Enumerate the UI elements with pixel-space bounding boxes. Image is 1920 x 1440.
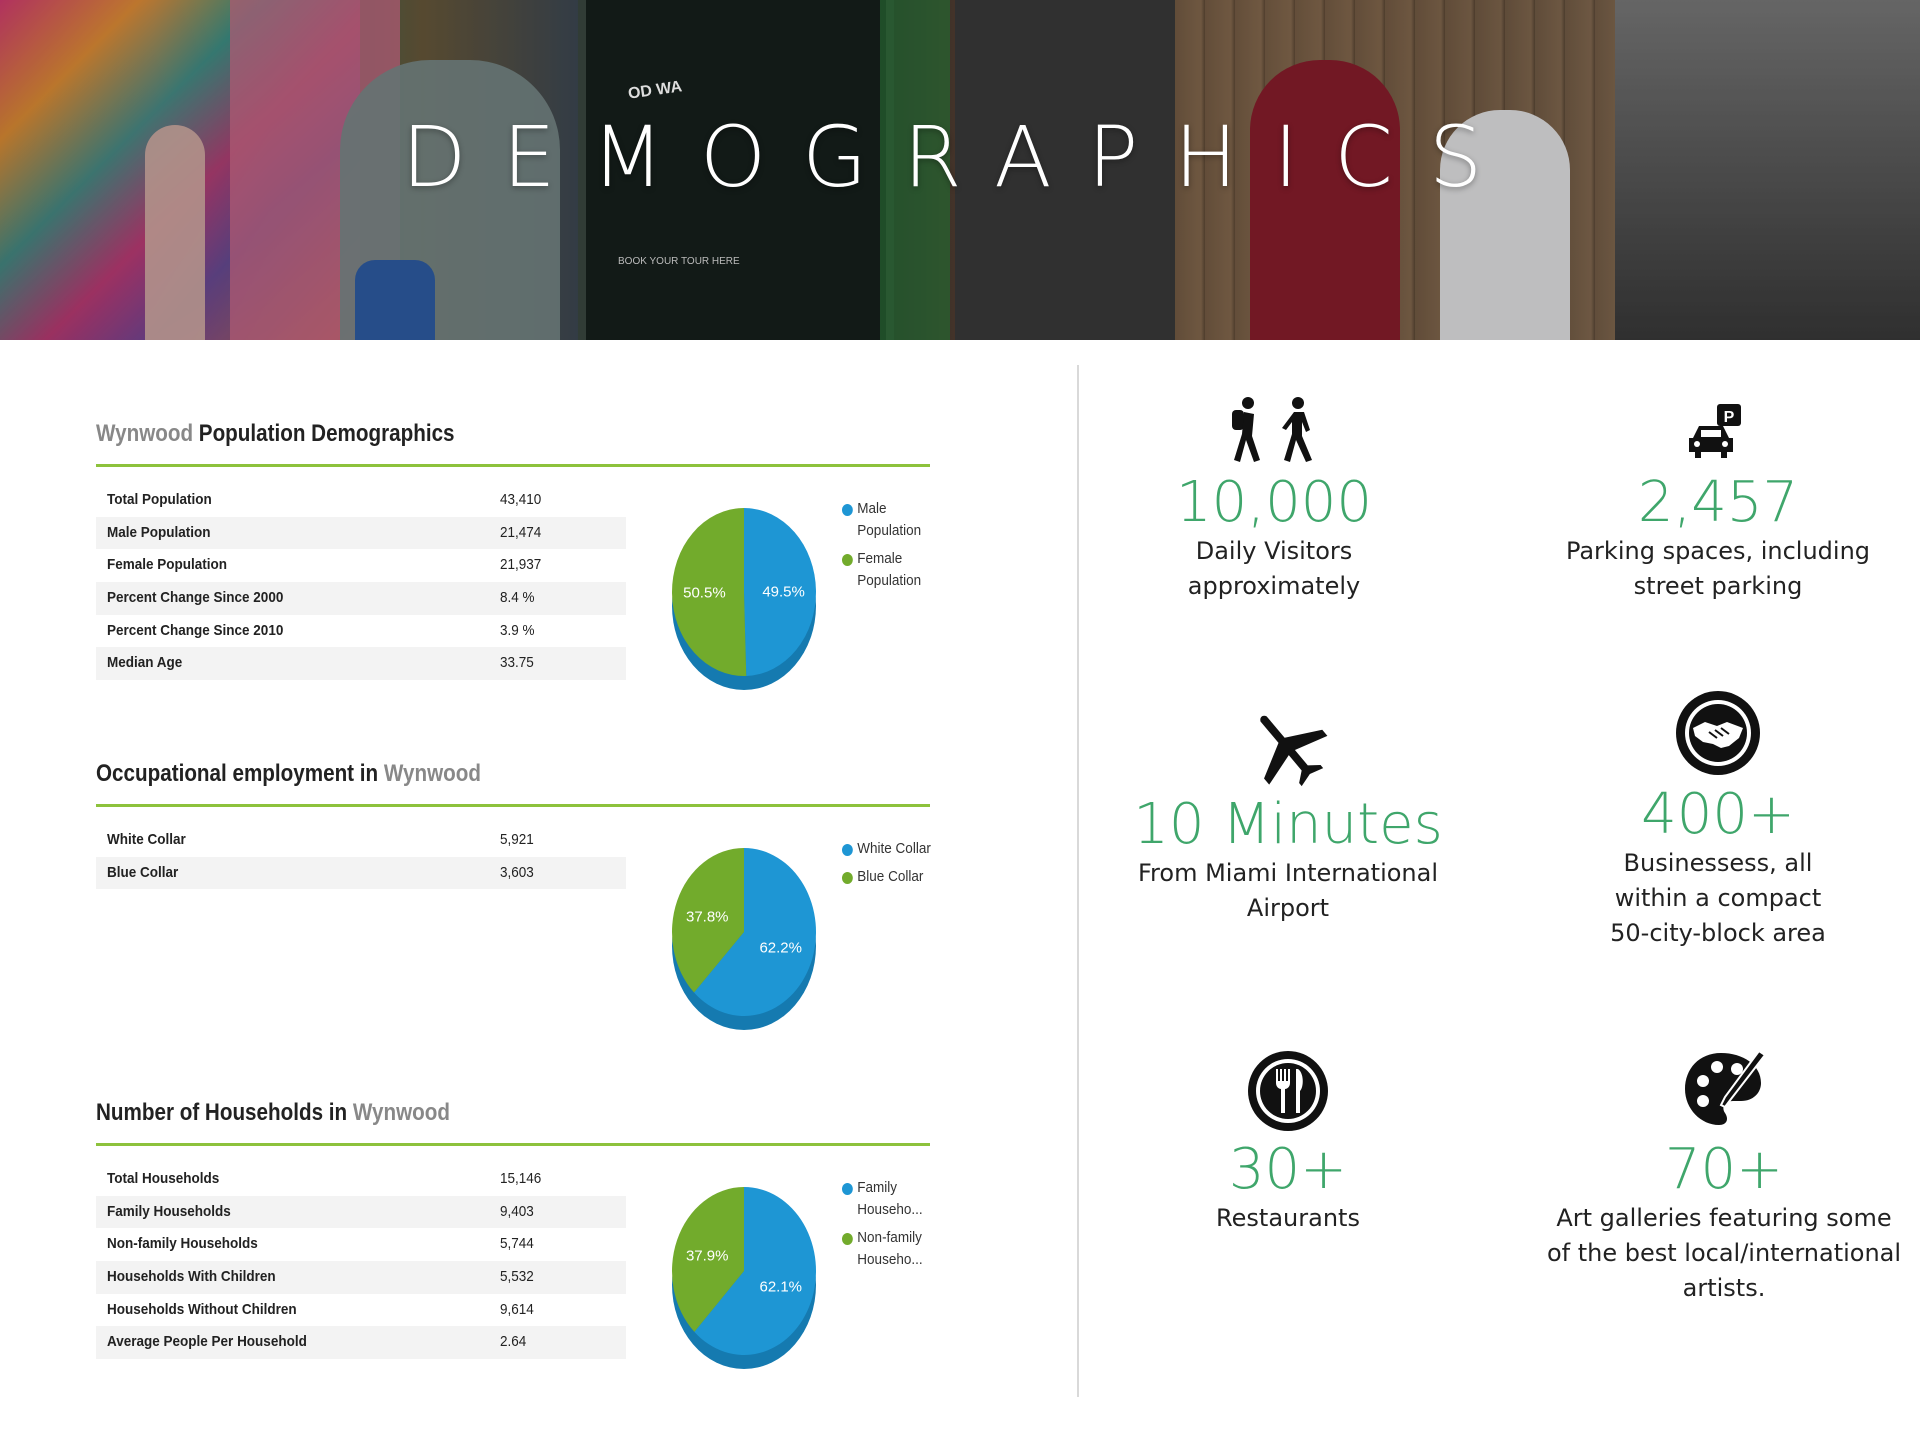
- stat-visitors: [1064, 386, 1484, 604]
- table-row: [96, 647, 626, 680]
- legend-label: Non-family Househo...: [857, 1229, 923, 1268]
- households-section: [96, 1099, 930, 1369]
- row-value: 9,614: [500, 1300, 534, 1318]
- row-value: 33.75: [500, 654, 534, 672]
- stat-airport: [1078, 708, 1498, 926]
- desc-line: street parking: [1633, 572, 1803, 600]
- row-label: White Collar: [107, 831, 186, 848]
- desc-line: Art galleries featuring some: [1556, 1204, 1892, 1232]
- row-value: 43,410: [500, 491, 542, 508]
- stat-restaurants: [1078, 1053, 1498, 1236]
- legend-item: [842, 498, 941, 542]
- hikers-icon: [1064, 386, 1484, 466]
- row-label: Female Population: [107, 556, 228, 574]
- section-rule: [96, 804, 930, 807]
- desc-line: artists.: [1682, 1274, 1766, 1302]
- stat-number: 400+: [1641, 782, 1795, 847]
- legend-dot-blue: [842, 844, 853, 856]
- palette-icon: [1514, 1053, 1920, 1133]
- section-title: [96, 420, 455, 448]
- row-value: 21,937: [500, 556, 542, 574]
- door-sign: BOOK YOUR TOUR HERE: [618, 256, 740, 267]
- desc-line: Businessess, all: [1623, 849, 1813, 877]
- population-pie: [664, 508, 824, 698]
- section-title: [96, 760, 481, 788]
- occupation-pie: [664, 848, 824, 1038]
- title-text: Number of Households in: [96, 1099, 353, 1126]
- desc-line: Daily Visitors: [1195, 537, 1353, 565]
- title-text: Population Demographics: [193, 420, 455, 447]
- table-row: [96, 1196, 626, 1229]
- pie-label: 37.8%: [685, 908, 729, 926]
- stat-description: [1078, 856, 1498, 926]
- chart-legend: [842, 498, 952, 598]
- airplane-icon: [1078, 708, 1498, 788]
- legend-dot-blue: [842, 504, 853, 516]
- row-label: Non-family Households: [107, 1235, 258, 1253]
- desc-line: 50-city-block area: [1610, 919, 1826, 947]
- section-rule: [96, 464, 930, 467]
- data-table: [96, 1163, 626, 1359]
- door-sign-top: OD WA: [627, 78, 684, 103]
- row-label: Total Population: [107, 491, 212, 508]
- legend-item: [842, 1177, 941, 1221]
- legend-label: Female Population: [857, 550, 922, 589]
- section-rule: [96, 1143, 930, 1146]
- pie-svg: [664, 1187, 824, 1377]
- row-value: 5,532: [500, 1268, 534, 1286]
- table-row: [96, 615, 626, 648]
- legend-item: [842, 866, 941, 888]
- pie-label: 49.5%: [762, 583, 805, 601]
- row-label: Average People Per Household: [107, 1333, 307, 1351]
- row-value: 9,403: [500, 1202, 534, 1220]
- table-row: [96, 857, 626, 890]
- stat-description: [1514, 1201, 1920, 1306]
- table-row: [96, 549, 626, 582]
- population-section: [96, 420, 930, 690]
- table-row: [96, 824, 626, 857]
- desc-line: within a compact: [1614, 884, 1822, 912]
- chart-legend: [842, 838, 952, 894]
- parking-car-icon: [1508, 386, 1920, 466]
- stat-number: 10 Minutes: [1133, 792, 1443, 857]
- pie-label: 50.5%: [683, 584, 726, 602]
- table-row: [96, 517, 626, 550]
- table-row: [96, 484, 626, 517]
- legend-label: Male Population: [857, 500, 922, 539]
- title-place: Wynwood: [96, 420, 194, 447]
- desc-line: Parking spaces, including: [1565, 537, 1871, 565]
- row-label: Households With Children: [107, 1268, 276, 1286]
- row-value: 8.4 %: [500, 589, 535, 607]
- stat-description: [1508, 534, 1920, 604]
- pie-svg: [664, 508, 824, 698]
- desc-line: Airport: [1246, 894, 1330, 922]
- legend-dot-green: [842, 1233, 853, 1245]
- pie-svg: [664, 848, 824, 1038]
- table-row: [96, 582, 626, 615]
- row-value: 2.64: [500, 1333, 527, 1351]
- hero-banner: [0, 0, 1920, 340]
- table-row: [96, 1294, 626, 1327]
- stat-description: [1064, 534, 1484, 604]
- row-label: Households Without Children: [107, 1300, 297, 1318]
- legend-dot-green: [842, 554, 853, 566]
- handshake-icon: [1508, 698, 1920, 778]
- fork-knife-icon: [1078, 1053, 1498, 1133]
- title-place: Wynwood: [383, 760, 481, 787]
- pie-label: 62.1%: [759, 1278, 803, 1296]
- table-row: [96, 1326, 626, 1359]
- page-title: DEMOGRAPHICS: [401, 108, 1519, 206]
- table-row: [96, 1261, 626, 1294]
- row-value: 3.9 %: [500, 621, 535, 639]
- title-text: Occupational employment in: [96, 760, 384, 787]
- households-pie: [664, 1187, 824, 1377]
- row-label: Family Households: [107, 1202, 231, 1220]
- svg-text:P: P: [1723, 409, 1735, 426]
- section-title: [96, 1099, 450, 1127]
- row-label: Percent Change Since 2010: [107, 621, 284, 639]
- stat-galleries: [1514, 1053, 1920, 1306]
- stat-description: [1078, 1201, 1498, 1236]
- row-label: Total Households: [107, 1170, 220, 1187]
- stat-number: 70+: [1664, 1137, 1784, 1202]
- legend-dot-blue: [842, 1183, 853, 1195]
- stat-number: 30+: [1228, 1137, 1348, 1202]
- legend-dot-green: [842, 872, 853, 884]
- stat-businesses: [1508, 698, 1920, 951]
- row-label: Blue Collar: [107, 863, 179, 881]
- row-label: Percent Change Since 2000: [107, 589, 284, 607]
- stat-number: 2,457: [1637, 470, 1799, 535]
- legend-item: [842, 548, 941, 592]
- desc-line: From Miami International: [1137, 859, 1439, 887]
- legend-item: [842, 1227, 941, 1271]
- desc-line: Restaurants: [1216, 1204, 1360, 1232]
- chart-legend: [842, 1177, 952, 1277]
- stat-number: 10,000: [1176, 470, 1372, 535]
- row-value: 5,744: [500, 1235, 534, 1253]
- desc-line: of the best local/international: [1546, 1239, 1902, 1267]
- stat-parking: [1508, 386, 1920, 604]
- occupation-section: [96, 760, 930, 1030]
- legend-label: Family Househo...: [857, 1179, 923, 1218]
- stat-description: [1508, 846, 1920, 951]
- row-value: 21,474: [500, 523, 542, 541]
- row-value: 5,921: [500, 831, 534, 848]
- row-value: 15,146: [500, 1170, 542, 1187]
- desc-line: approximately: [1187, 572, 1361, 600]
- legend-label: Blue Collar: [857, 868, 924, 885]
- table-row: [96, 1163, 626, 1196]
- pie-label: 62.2%: [759, 939, 803, 957]
- row-label: Male Population: [107, 523, 211, 541]
- row-label: Median Age: [107, 654, 183, 672]
- title-place: Wynwood: [352, 1099, 450, 1126]
- legend-label: White Collar: [857, 840, 931, 857]
- data-table: [96, 484, 626, 680]
- legend-item: [842, 838, 941, 860]
- row-value: 3,603: [500, 863, 534, 881]
- table-row: [96, 1228, 626, 1261]
- pie-label: 37.9%: [685, 1247, 729, 1265]
- data-table: [96, 824, 626, 889]
